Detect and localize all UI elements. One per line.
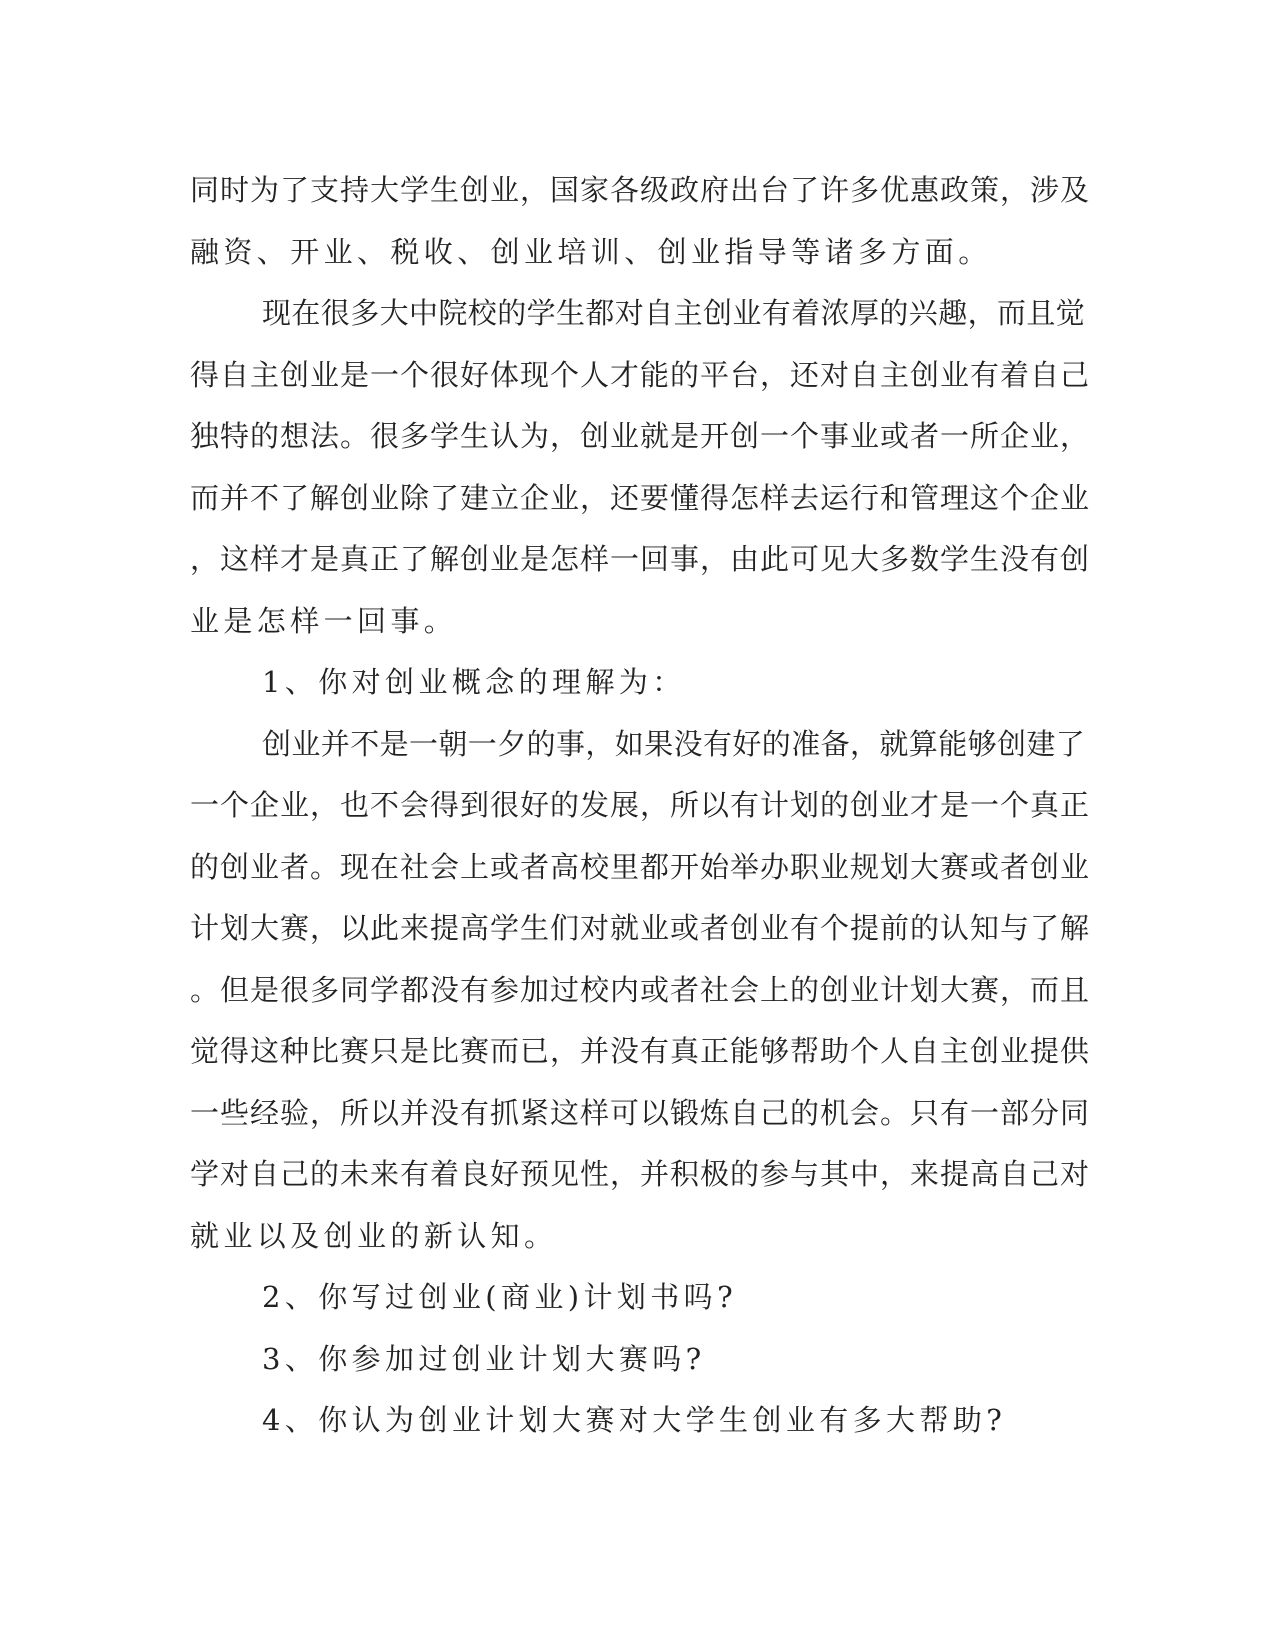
text-line: 学对自己的未来有着良好预见性，并积极的参与其中，来提高自己对 — [190, 1157, 1091, 1191]
question-1: 1、你对创业概念的理解为： — [262, 665, 686, 699]
text-line: 觉得这种比赛只是比赛而已，并没有真正能够帮助个人自主创业提供 — [190, 1034, 1091, 1068]
question-2: 2、你写过创业(商业)计划书吗? — [262, 1280, 738, 1314]
question-4: 4、你认为创业计划大赛对大学生创业有多大帮助? — [262, 1403, 1007, 1437]
document-body — [190, 160, 1090, 1452]
text-line: 一个企业，也不会得到很好的发展，所以有计划的创业才是一个真正 — [190, 788, 1091, 822]
text-line: 独特的想法。很多学生认为，创业就是开创一个事业或者一所企业， — [190, 419, 1091, 453]
text-line: 同时为了支持大学生创业，国家各级政府出台了许多优惠政策，涉及 — [190, 173, 1091, 207]
text-line: 业是怎样一回事。 — [190, 603, 458, 638]
text-line: 。但是很多同学都没有参加过校内或者社会上的创业计划大赛，而且 — [190, 972, 1091, 1007]
paragraph-start-line: 创业并不是一朝一夕的事，如果没有好的准备，就算能够创建了 — [262, 726, 1086, 761]
text-line: 的创业者。现在社会上或者高校里都开始举办职业规划大赛或者创业 — [190, 849, 1091, 884]
text-line: 得自主创业是一个很好体现个人才能的平台，还对自主创业有着自己 — [190, 357, 1091, 392]
text-line: 融资、开业、税收、创业培训、创业指导等诸多方面。 — [190, 234, 992, 269]
question-3: 3、你参加过创业计划大赛吗? — [262, 1341, 706, 1376]
text-line: 就业以及创业的新认知。 — [190, 1218, 558, 1253]
text-line: 计划大赛，以此来提高学生们对就业或者创业有个提前的认知与了解 — [190, 911, 1091, 945]
paragraph-start-line: 现在很多大中院校的学生都对自主创业有着浓厚的兴趣，而且觉 — [262, 296, 1086, 330]
text-line: 一些经验，所以并没有抓紧这样可以锻炼自己的机会。只有一部分同 — [190, 1095, 1091, 1130]
text-line: 而并不了解创业除了建立企业，还要懂得怎样去运行和管理这个企业 — [190, 480, 1091, 515]
text-line: ，这样才是真正了解创业是怎样一回事，由此可见大多数学生没有创 — [190, 542, 1091, 576]
